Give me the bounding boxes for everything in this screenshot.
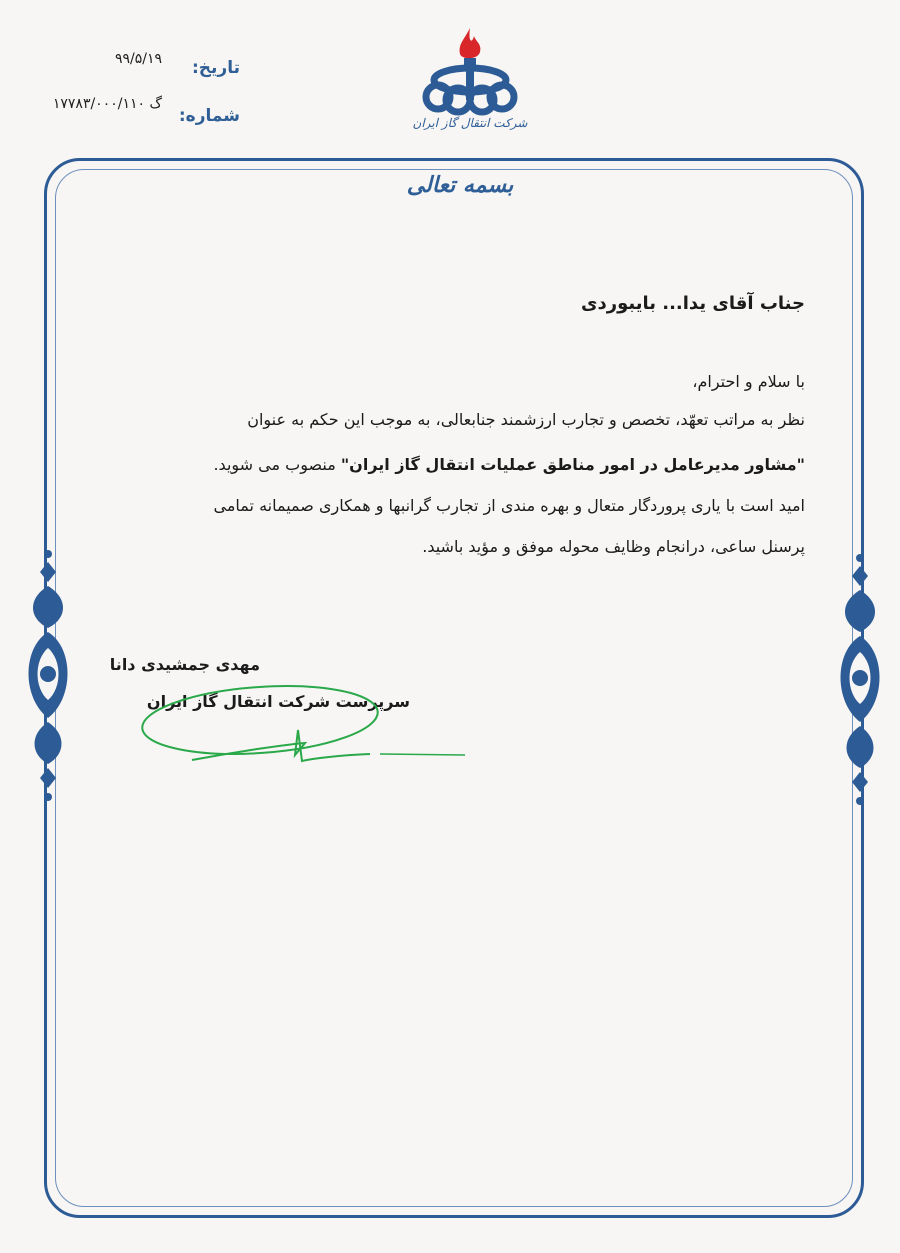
- body-line-2: [213, 455, 805, 474]
- body-line-1: نظر به مراتب تعهّد، تخصص و تجارب ارزشمند جنابعالی، به موجب این حکم به عنوان: [247, 410, 805, 429]
- logo-wordmark: شرکت انتقال گاز ایران: [412, 116, 528, 130]
- number-label: شماره:: [178, 106, 240, 126]
- greeting: با سلام و احترام،: [692, 372, 805, 391]
- handwritten-signature: [130, 675, 475, 775]
- date-label: تاریخ:: [192, 58, 240, 78]
- date-value: ۹۹/۵/۱۹: [114, 51, 162, 67]
- right-floral-ornament: [830, 552, 890, 807]
- salutation: جناب آقای یدا... بایبوردی: [580, 293, 805, 314]
- flame-icon: [460, 28, 481, 58]
- body-line-3: امید است با یاری پروردگار متعال و بهره مندی از تجارب گرانبها و همکاری صمیمانه تمامی: [213, 496, 805, 515]
- left-floral-ornament: [18, 548, 78, 803]
- appointment-rest: منصوب می شوید.: [213, 455, 341, 474]
- bismillah-heading: بسمه تعالی: [406, 172, 514, 198]
- signatory-title: سرپرست شرکت انتقال گاز ایران: [146, 692, 410, 711]
- appointment-title: "مشاور مدیرعامل در امور مناطق عملیات انتقال گاز ایران": [340, 455, 805, 474]
- body-line-4: پرسنل ساعی، درانجام وظایف محوله موفق و مؤید باشید.: [422, 537, 805, 556]
- signatory-name: مهدی جمشیدی دانا: [109, 655, 260, 674]
- number-value: گ ۱۷۷۸۳/۰۰۰/۱۱۰: [52, 96, 162, 112]
